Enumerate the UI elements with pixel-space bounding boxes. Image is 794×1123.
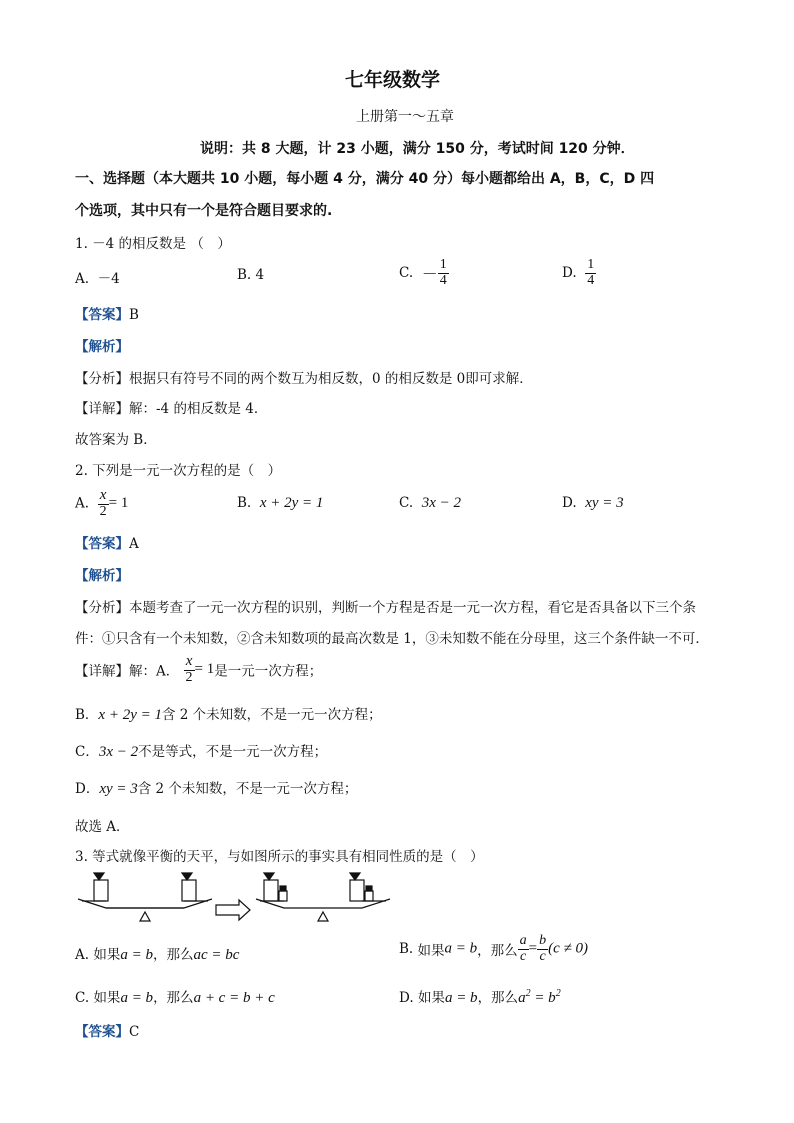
q2-line-d: [75, 777, 357, 798]
option-text: 如果: [93, 990, 121, 1006]
q1-option-d-label: D.: [562, 265, 577, 282]
fraction-numerator: x: [98, 488, 109, 505]
q2-option-b-label: B.: [237, 495, 252, 511]
xiangjie-eq: = 1: [194, 661, 215, 678]
section-heading-line2: 个选项，其中只有一个是符合题目要求的.: [75, 203, 333, 219]
option-math: [518, 990, 561, 1006]
option-text: 如果: [417, 943, 445, 960]
option-math: a + c = b + c: [193, 990, 275, 1006]
q3-option-a: [75, 943, 239, 964]
q2-stem: 2. 下列是一元一次方程的是（ ）: [75, 463, 282, 479]
q3-option-c: [75, 986, 275, 1007]
answer-tag: 【答案】: [75, 1024, 129, 1040]
line-math: xy = 3: [99, 781, 138, 797]
q2-option-d-value: xy = 3: [585, 495, 624, 511]
q2-option-d-label: D.: [562, 495, 577, 511]
xiangjie-text: 解：-4 的相反数是 4．: [129, 401, 268, 417]
q3-answer: [75, 1020, 139, 1040]
q3-option-b-fraction-1: [518, 934, 529, 964]
xiangjie-tag: 【详解】: [75, 663, 129, 680]
option-math: a = b: [444, 990, 478, 1006]
fraction-numerator: b: [539, 933, 547, 948]
fraction-denominator: c: [520, 948, 527, 964]
q3-stem: 3. 等式就像平衡的天平，与如图所示的事实具有相同性质的是（ ）: [75, 849, 484, 865]
answer-value: C: [129, 1024, 140, 1040]
fraction-denominator: 4: [587, 272, 595, 288]
q3-option-d-label: D.: [399, 990, 414, 1006]
q2-option-a-rest: = 1: [108, 495, 129, 512]
arrow-icon: [216, 900, 250, 920]
q3-option-c-label: C.: [75, 990, 90, 1006]
q2-conclusion: 故选 A．: [75, 819, 130, 835]
option-math: ac = bc: [193, 947, 240, 963]
q2-line-c: [75, 740, 327, 761]
q2-option-b-value: x + 2y = 1: [259, 495, 324, 511]
fraction-numerator: a: [519, 933, 527, 948]
option-math: a = b: [120, 990, 154, 1006]
answer-tag: 【答案】: [75, 307, 129, 323]
left-balance: [78, 873, 212, 921]
q2-xiangjie-fraction: [184, 654, 195, 685]
q1-analysis: [75, 335, 129, 355]
q1-stem: 1. －4 的相反数是 （ ）: [75, 236, 231, 252]
option-math: a = b: [120, 947, 153, 963]
q3-option-b-label: B.: [399, 941, 414, 958]
math-exponent: 2: [525, 988, 531, 999]
q1-option-a-label: A.: [75, 271, 90, 287]
fraction-numerator: 1: [439, 257, 447, 272]
line-math: 3x − 2: [98, 744, 139, 760]
line-text: 含 2 个未知数，不是一元一次方程；: [137, 781, 358, 797]
section-heading-line1: 一、选择题（本大题共 10 小题，每小题 4 分，满分 40 分）每小题都给出 A，B，C，D 四: [75, 171, 655, 187]
fenxi-text: 本题考查了一元一次方程的识别，判断一个方程是否是一元一次方程，看它是否具备以下三个条: [129, 600, 696, 616]
math-base: a: [518, 990, 526, 1006]
q3-option-b: [399, 934, 588, 964]
q1-option-b: [237, 267, 264, 283]
math-exponent: 2: [555, 988, 561, 999]
line-text: 不是等式，不是一元一次方程；: [138, 744, 328, 760]
fenxi-text: 根据只有符号不同的两个数互为相反数，0 的相反数是 0即可求解．: [129, 371, 533, 387]
fraction-denominator: 2: [185, 669, 193, 685]
line-text: 含 2 个未知数，不是一元一次方程；: [161, 707, 382, 723]
q2-option-a-label: A.: [75, 495, 90, 512]
q2-option-a-fraction: [98, 488, 109, 519]
q1-fenxi: [75, 367, 533, 387]
answer-tag: 【答案】: [75, 536, 129, 552]
answer-value: A: [129, 536, 139, 552]
q1-answer: [75, 303, 139, 323]
option-text: ，那么: [152, 947, 194, 963]
fenxi-tag: 【分析】: [75, 600, 129, 616]
q2-option-c: [399, 495, 461, 512]
xiangjie-pre: 解：A．: [129, 663, 180, 680]
option-text: ，那么: [477, 943, 518, 960]
q3-option-a-label: A.: [75, 947, 90, 963]
page-subtitle: 上册第一～五章: [356, 109, 454, 125]
q2-fenxi-line2: 件：①只含有一个未知数，②含未知数项的最高次数是 1，③未知数不能在分母里，这三个条件缺一不可．: [75, 631, 709, 647]
q1-option-a-value: －4: [97, 271, 120, 287]
exam-instructions: 说明：共 8 大题，计 23 小题，满分 150 分，考试时间 120 分钟．: [200, 141, 635, 157]
q1-option-d: [562, 258, 596, 288]
analysis-tag: 【解析】: [75, 568, 129, 584]
option-math: (c ≠ 0): [548, 940, 588, 957]
q1-xiangjie: [75, 397, 267, 417]
q2-option-c-label: C.: [399, 495, 414, 511]
option-math: =: [528, 940, 538, 957]
line-label: C．: [75, 744, 99, 760]
option-math: a = b: [444, 940, 478, 957]
fraction-denominator: c: [539, 948, 546, 964]
q1-option-d-fraction: [585, 258, 596, 288]
page-title: 七年级数学: [345, 69, 441, 91]
q2-line-b: [75, 703, 382, 724]
q2-option-c-value: 3x − 2: [421, 495, 462, 511]
q2-option-d: [562, 495, 624, 512]
fraction-numerator: x: [184, 654, 195, 671]
q2-fenxi-line1: [75, 596, 696, 616]
line-math: x + 2y = 1: [98, 707, 162, 723]
q1-option-a: [75, 267, 120, 287]
fraction-denominator: 4: [439, 272, 447, 288]
option-text: ，那么: [153, 990, 194, 1006]
q1-option-b-label: B.: [237, 267, 252, 283]
q1-option-c-label: C.: [399, 265, 414, 282]
right-balance: [256, 873, 390, 921]
option-text: ，那么: [477, 990, 519, 1006]
q1-option-c: [399, 258, 449, 288]
q2-xiangjie: [75, 654, 322, 685]
q1-option-b-value: 4: [255, 267, 265, 283]
fenxi-tag: 【分析】: [75, 371, 129, 387]
answer-value: B: [129, 307, 139, 323]
fraction-numerator: 1: [587, 257, 595, 272]
line-label: B．: [75, 707, 99, 723]
line-label: D．: [75, 781, 100, 797]
q1-option-c-fraction: [438, 258, 449, 288]
q2-option-a: [75, 488, 128, 519]
option-text: 如果: [93, 947, 121, 963]
xiangjie-tag: 【详解】: [75, 401, 129, 417]
q3-option-d: [399, 986, 561, 1007]
analysis-tag: 【解析】: [75, 339, 129, 355]
xiangjie-post: 是一元一次方程；: [214, 663, 323, 680]
option-text: 如果: [417, 990, 445, 1006]
q2-analysis: [75, 564, 129, 584]
q1-conclusion: 故答案为 B．: [75, 432, 157, 448]
q3-option-b-fraction-2: [537, 934, 548, 964]
q2-option-b: [237, 495, 323, 512]
q1-option-c-sign: －: [421, 266, 438, 284]
math-rest: = b: [530, 990, 556, 1006]
balance-scale-figure: [74, 868, 394, 928]
fraction-denominator: 2: [99, 503, 107, 519]
q2-answer: [75, 532, 139, 552]
